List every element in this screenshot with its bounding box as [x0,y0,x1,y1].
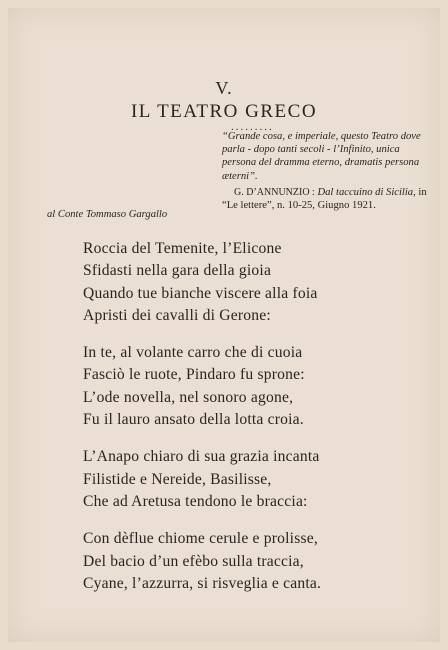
poem-line: Cyane, l’azzurra, si risveglia e canta. [83,574,322,592]
epigraph-author: G. D’ANNUNZIO : [234,186,315,198]
epigraph [222,130,434,212]
poem-line: Del bacio d’un efèbo sulla traccia, [83,552,304,570]
poem-line: Roccia del Temenite, l’Elicone [83,240,282,257]
epigraph-citation: in “Le lettere”, n. 10-25, Giugno 1921. [222,186,427,212]
poem-line: Filistide e Nereide, Basilisse, [83,470,272,488]
poem-line: L’Anapo chiaro di sua grazia incanta [83,448,320,466]
poem-line: Fasciò le ruote, Pindaro fu sprone: [83,366,305,384]
poem-line: Quando tue bianche viscere alla foia [83,284,318,302]
poem-line: Fu il lauro ansato della lotta croia. [83,411,304,429]
stanza [83,342,423,431]
dedication: al Conte Tommaso Gargallo [47,209,168,220]
poem-line: L’ode novella, nel sonoro agone, [83,388,294,406]
poem-line: Con dèflue chiome cerule e prolisse, [83,530,318,548]
epigraph-work: Dal taccuino di Sicilia, [317,186,416,198]
epigraph-ellipsis: ......... [231,121,274,133]
poem-line: Che ad Aretusa tendono le braccia: [83,492,308,510]
epigraph-quote: “Grande cosa, e imperiale, questo Teatro dove parla - dopo tanti secoli - l’Infinito, unica persona del dramma eterno, dramatis persona æterni”. [222,131,421,182]
stanza [83,446,423,513]
poem-body [83,238,423,610]
stanza [83,528,423,595]
chapter-numeral: V. [215,78,233,98]
stanza [83,238,423,327]
poem-title: IL TEATRO GRECO [130,101,318,122]
epigraph-source [222,186,434,212]
poem-line: In te, al volante carro che di cuoia [83,344,303,362]
poem-line: Apristi dei cavalli di Gerone: [83,306,271,324]
poem-line: Sfidasti nella gara della gioia [83,262,272,280]
